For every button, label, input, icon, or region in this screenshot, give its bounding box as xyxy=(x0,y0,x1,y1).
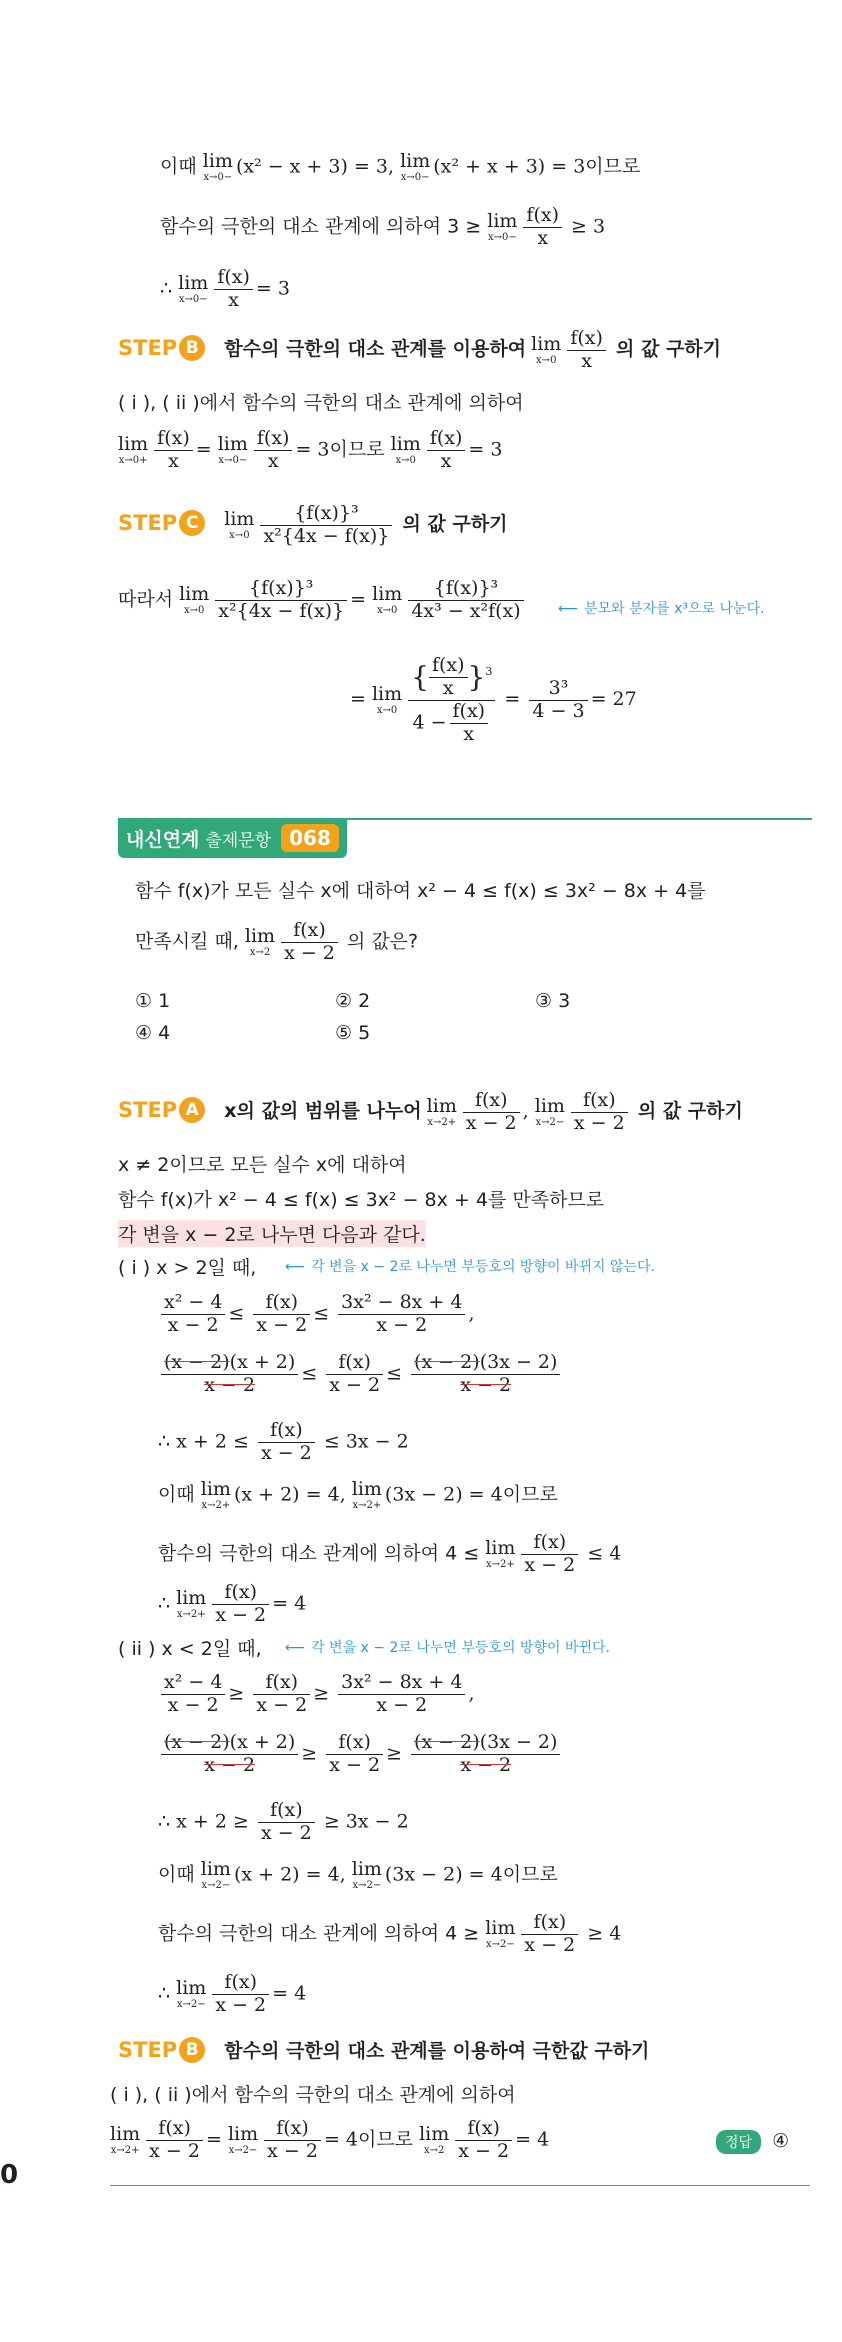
bottom-divider xyxy=(110,2185,810,2186)
step-b-equation: lim x→0+ $\frac{f(x)}{x}$ = lim x→0− $\frac{f(x)}{x}$ = 3이므로 lim x→0 $\frac{f(x)}{x}$ = 3 xyxy=(118,427,503,472)
choice-2: ② 2 xyxy=(335,990,371,1012)
case-1-therefore: ∴ x + 2 ≤ $\frac{f(x)}{x - 2}$ ≤ 3x − 2 xyxy=(158,1419,409,1464)
case-1-ineq-1: $\frac{\text{x² − 4}}{x - 2}$ ≤ $\frac{f(x)}{x - 2}$ ≤ $\frac{\text{3x² − 8x + 4}}{x - 2}$ , xyxy=(158,1292,475,1337)
arrow-left-icon: ⟵ xyxy=(558,601,579,617)
arrow-left-icon: ⟵ xyxy=(285,1640,306,1656)
choice-1: ① 1 xyxy=(135,990,171,1012)
case-2-squeeze: 함수의 극한의 대소 관계에 의하여 4 ≥ lim x→2− $\frac{f(x)}{x - 2}$ ≥ 4 xyxy=(158,1911,622,1956)
step-c-heading: STEP C lim x→0 $\frac{\text{\{f(x)\}³}}{\text{x²\{4x − f(x)\}}}$ 의 값 구하기 xyxy=(118,502,508,547)
arrow-left-icon: ⟵ xyxy=(285,1259,306,1275)
choice-5: ⑤ 5 xyxy=(335,1022,371,1044)
problem-text-2: 만족시킬 때, lim x→2 $\frac{f(x)}{x - 2}$ 의 값은? xyxy=(135,919,419,964)
step-a-line-2: 함수 f(x)가 x² − 4 ≤ f(x) ≤ 3x² − 8x + 4를 만족하므로 xyxy=(118,1189,605,1211)
step-b-heading: STEP B 함수의 극한의 대소 관계를 이용하여 lim x→0 $\frac{f(x)}{x}$ 의 값 구하기 xyxy=(118,327,721,372)
case-1-ineq-2: $\frac{(x - 2)(x + 2)}{x - 2}$ ≤ $\frac{f(x)}{x - 2}$ ≤ $\frac{(x - 2)(3x - 2)}{x - 2}$ xyxy=(158,1352,563,1397)
case-1-result: ∴ lim x→2+ $\frac{f(x)}{x - 2}$ = 4 xyxy=(158,1581,307,1626)
step-b2-heading: STEP B 함수의 극한의 대소 관계를 이용하여 극한값 구하기 xyxy=(118,2038,650,2062)
squeeze-line-1: 함수의 극한의 대소 관계에 의하여 3 ≥ lim x→0− $\frac{f(x)}{x}$ ≥ 3 xyxy=(160,204,606,249)
case-2-ineq-1: $\frac{\text{x² − 4}}{x - 2}$ ≥ $\frac{f(x)}{x - 2}$ ≥ $\frac{\text{3x² − 8x + 4}}{x - 2}$ , xyxy=(158,1672,475,1717)
step-b-intro: ( i ), ( ii )에서 함수의 극한의 대소 관계에 의하여 xyxy=(118,392,524,414)
case-1-label: ( i ) x > 2일 때, xyxy=(118,1257,257,1279)
step-c-note: ⟵ 분모와 분자를 x³으로 나눈다. xyxy=(558,601,765,617)
case-2-then: 이때 lim x→2− (x + 2) = 4, lim x→2− (3x − 2) = 4이므로 xyxy=(158,1858,558,1891)
step-a-line-1: x ≠ 2이므로 모든 실수 x에 대하여 xyxy=(118,1154,407,1176)
step-b2-intro: ( i ), ( ii )에서 함수의 극한의 대소 관계에 의하여 xyxy=(110,2084,516,2106)
step-a-heading: STEP A x의 값의 범위를 나누어 lim x→2+ $\frac{f(x)}{x - 2}$ , lim x→2− $\frac{f(x)}{x - 2}$ 의 값 구하기 xyxy=(118,1089,743,1134)
choice-3: ③ 3 xyxy=(535,990,571,1012)
step-c-line-1: 따라서 lim x→0 $\frac{\text{\{f(x)\}³}}{\text{x²\{4x − f(x)\}}}$ = lim x→0 $\frac{\text{\{f(x)\}³}}{\text{4x³ − x²f(x)}}$ xyxy=(118,578,527,623)
answer xyxy=(716,2130,789,2154)
case-1-then: 이때 lim x→2+ (x + 2) = 4, lim x→2+ (3x − 2) = 4이므로 xyxy=(158,1478,558,1511)
answer-label: 정답 xyxy=(716,2130,761,2154)
limit-line-1: 이때 lim x→0− (x² − x + 3) = 3, lim x→0− (x² + x + 3) = 3이므로 xyxy=(160,150,641,183)
therefore-line-1: ∴ lim x→0− $\frac{f(x)}{x}$ = 3 xyxy=(160,266,290,311)
case-2-ineq-2: $\frac{(x - 2)(x + 2)}{x - 2}$ ≥ $\frac{f(x)}{x - 2}$ ≥ $\frac{(x - 2)(3x - 2)}{x - 2}$ xyxy=(158,1732,563,1777)
answer-value: ④ xyxy=(772,2130,790,2152)
problem-number: 068 xyxy=(281,824,339,852)
case-2-note: ⟵ 각 변을 x − 2로 나누면 부등호의 방향이 바뀐다. xyxy=(285,1640,610,1656)
choice-4: ④ 4 xyxy=(135,1022,171,1044)
case-2-label: ( ii ) x < 2일 때, xyxy=(118,1638,262,1660)
case-2-result: ∴ lim x→2− $\frac{f(x)}{x - 2}$ = 4 xyxy=(158,1971,307,2016)
step-a-line-3-highlight: 각 변을 x − 2로 나누면 다음과 같다. xyxy=(118,1220,426,1247)
case-1-note: ⟵ 각 변을 x − 2로 나누면 부등호의 방향이 바뀌지 않는다. xyxy=(285,1259,655,1275)
page-number: 0 xyxy=(0,2160,19,2190)
step-c-line-2: = lim x→0 { $\frac{f(x)}{x}$ }$^3$ 4 − $\frac{f(x)}{x}$ = $\frac{\text{3³}}{4 - 3}$ = 27 xyxy=(350,654,637,745)
problem-text-1: 함수 f(x)가 모든 실수 x에 대하여 x² − 4 ≤ f(x) ≤ 3x² − 8x + 4를 xyxy=(135,880,706,902)
step-b2-equation: lim x→2+ $\frac{f(x)}{x - 2}$ = lim x→2− $\frac{f(x)}{x - 2}$ = 4이므로 lim x→2 $\frac{f(x)}{x - 2}$ = 4 xyxy=(110,2117,550,2162)
case-2-therefore: ∴ x + 2 ≥ $\frac{f(x)}{x - 2}$ ≥ 3x − 2 xyxy=(158,1799,409,1844)
case-1-squeeze: 함수의 극한의 대소 관계에 의하여 4 ≤ lim x→2+ $\frac{f(x)}{x - 2}$ ≤ 4 xyxy=(158,1531,622,1576)
problem-tag: 내신연계 출제문항 068 xyxy=(118,818,347,858)
